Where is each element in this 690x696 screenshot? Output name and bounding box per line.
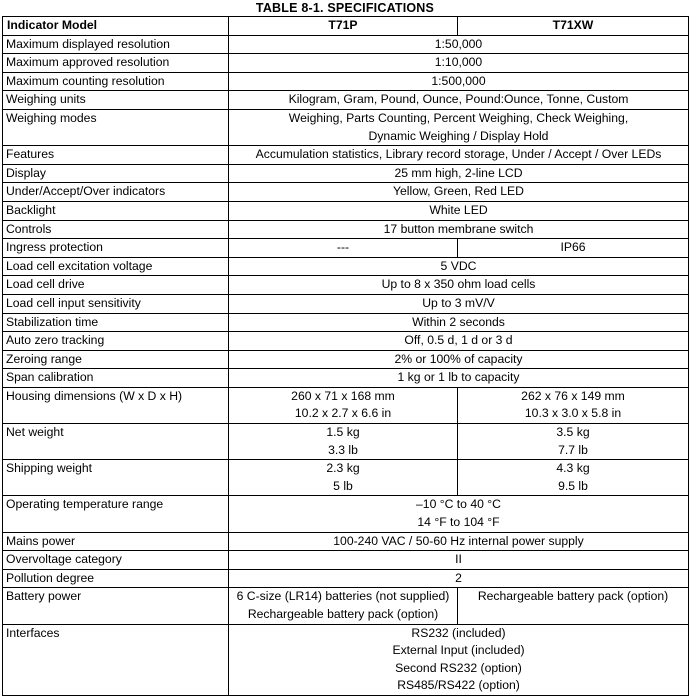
row-label-operating-temperature-range: Operating temperature range [3, 496, 229, 532]
table-row [3, 257, 689, 276]
value-both-models-pollution-degree [229, 569, 689, 588]
table-row [3, 569, 689, 588]
table-row [3, 239, 689, 258]
row-label-maximum-displayed-resolution: Maximum displayed resolution [3, 35, 229, 54]
value-line: Second RS232 (option) [395, 660, 522, 675]
value-t71xw-ingress-protection [458, 239, 689, 258]
value-t71xw-net-weight [458, 424, 689, 460]
value-t71p-line: 10.2 x 2.7 x 6.6 in [294, 406, 392, 421]
value-line: Dynamic Weighing / Display Hold [368, 128, 549, 143]
table-row [3, 72, 689, 91]
table-row [3, 220, 689, 239]
value-line: Within 2 seconds [412, 314, 505, 329]
value-line: 1:50,000 [434, 36, 483, 51]
value-line: Yellow, Green, Red LED [393, 184, 524, 199]
value-both-models-features [229, 146, 689, 165]
value-t71xw-line: 7.7 lb [558, 442, 588, 457]
value-line: Off, 0.5 d, 1 d or 3 d [404, 333, 513, 348]
table-row [3, 183, 689, 202]
value-t71p-line: 1.5 kg [326, 425, 360, 440]
value-line: 25 mm high, 2-line LCD [394, 165, 523, 180]
row-label-maximum-approved-resolution: Maximum approved resolution [3, 54, 229, 73]
value-line: Weighing, Parts Counting, Percent Weighing, Check Weighing, [288, 110, 629, 125]
value-both-models-maximum-approved-resolution [229, 54, 689, 73]
value-line: II [455, 552, 462, 567]
value-both-models-display [229, 164, 689, 183]
value-t71xw-line: 262 x 76 x 149 mm [521, 388, 625, 403]
value-both-models-interfaces [229, 624, 689, 695]
value-line: Accumulation statistics, Library record storage, Under / Accept / Over LEDs [255, 147, 662, 162]
row-label-weighing-units: Weighing units [3, 91, 229, 110]
row-label-mains-power: Mains power [3, 532, 229, 551]
value-t71p-line: 2.3 kg [326, 461, 360, 476]
table-row [3, 387, 689, 423]
value-line: RS485/RS422 (option) [397, 678, 520, 693]
table-row [3, 109, 689, 145]
value-line: White LED [429, 202, 488, 217]
table-row [3, 350, 689, 369]
value-both-models-stabilization-time [229, 313, 689, 332]
row-label-load-cell-drive: Load cell drive [3, 276, 229, 295]
table-row [3, 54, 689, 73]
table-row [3, 496, 689, 532]
value-t71xw-line: 4.3 kg [556, 461, 590, 476]
row-label-zeroing-range: Zeroing range [3, 350, 229, 369]
row-label-weighing-modes: Weighing modes [3, 109, 229, 145]
value-both-models-load-cell-excitation-voltage [229, 257, 689, 276]
value-t71p-shipping-weight [229, 460, 458, 496]
table-row [3, 91, 689, 110]
header-model-t71p: T71P [229, 17, 458, 36]
table-header-row [3, 17, 689, 36]
table-row [3, 369, 689, 388]
table-row [3, 164, 689, 183]
table-row [3, 532, 689, 551]
value-both-models-auto-zero-tracking [229, 332, 689, 351]
value-t71p-ingress-protection [229, 239, 458, 258]
row-label-stabilization-time: Stabilization time [3, 313, 229, 332]
value-line: Up to 3 mV/V [422, 295, 495, 310]
row-label-auto-zero-tracking: Auto zero tracking [3, 332, 229, 351]
row-label-load-cell-excitation-voltage: Load cell excitation voltage [3, 257, 229, 276]
table-row [3, 294, 689, 313]
value-line: 2% or 100% of capacity [394, 351, 523, 366]
table-row [3, 551, 689, 570]
value-both-models-operating-temperature-range [229, 496, 689, 532]
row-label-battery-power: Battery power [3, 588, 229, 624]
row-label-pollution-degree: Pollution degree [3, 569, 229, 588]
value-t71xw-housing-dimensions-w-x-d-x-h [458, 387, 689, 423]
row-label-overvoltage-category: Overvoltage category [3, 551, 229, 570]
table-row [3, 146, 689, 165]
table-row [3, 201, 689, 220]
value-t71p-line: 6 C-size (LR14) batteries (not supplied) [236, 589, 450, 604]
row-label-net-weight: Net weight [3, 424, 229, 460]
table-row [3, 276, 689, 295]
value-line: 5 VDC [440, 258, 477, 273]
value-both-models-load-cell-drive [229, 276, 689, 295]
value-line: 2 [455, 570, 462, 585]
table-row [3, 332, 689, 351]
value-t71p-line: 5 lb [333, 478, 353, 493]
row-label-shipping-weight: Shipping weight [3, 460, 229, 496]
value-line: 1:10,000 [434, 55, 483, 70]
row-label-housing-dimensions-w-x-d-x-h: Housing dimensions (W x D x H) [3, 387, 229, 423]
value-both-models-under-accept-over-indicators [229, 183, 689, 202]
value-line: External Input (included) [392, 643, 525, 658]
value-line: 17 button membrane switch [383, 221, 534, 236]
value-line: 100-240 VAC / 50-60 Hz internal power supply [333, 533, 584, 548]
value-t71p-line: 3.3 lb [328, 442, 358, 457]
value-t71p-net-weight [229, 424, 458, 460]
table-row [3, 624, 689, 695]
value-both-models-load-cell-input-sensitivity [229, 294, 689, 313]
row-label-maximum-counting-resolution: Maximum counting resolution [3, 72, 229, 91]
value-line: Up to 8 x 350 ohm load cells [381, 277, 536, 292]
table-title: TABLE 8-1. SPECIFICATIONS [255, 1, 435, 15]
value-t71xw-line: 3.5 kg [556, 425, 590, 440]
value-t71xw-shipping-weight [458, 460, 689, 496]
table-row [3, 588, 689, 624]
row-label-under-accept-over-indicators: Under/Accept/Over indicators [3, 183, 229, 202]
header-indicator-model: Indicator Model [3, 17, 229, 36]
value-line: –10 °C to 40 °C [416, 497, 501, 512]
row-label-ingress-protection: Ingress protection [3, 239, 229, 258]
spec-table-body [3, 35, 689, 695]
value-both-models-weighing-units [229, 91, 689, 110]
header-model-t71xw: T71XW [458, 17, 689, 36]
row-label-display: Display [3, 164, 229, 183]
value-t71p-line: --- [336, 240, 350, 255]
table-row [3, 35, 689, 54]
value-t71xw-line: 10.3 x 3.0 x 5.8 in [524, 406, 622, 421]
value-both-models-span-calibration [229, 369, 689, 388]
value-line: Kilogram, Gram, Pound, Ounce, Pound:Ounce, Tonne, Custom [288, 92, 629, 107]
spec-table [2, 16, 689, 696]
row-label-backlight: Backlight [3, 201, 229, 220]
value-both-models-overvoltage-category [229, 551, 689, 570]
value-line: 1:500,000 [431, 73, 486, 88]
value-both-models-controls [229, 220, 689, 239]
value-both-models-maximum-counting-resolution [229, 72, 689, 91]
row-label-load-cell-input-sensitivity: Load cell input sensitivity [3, 294, 229, 313]
row-label-controls: Controls [3, 220, 229, 239]
value-both-models-mains-power [229, 532, 689, 551]
value-both-models-backlight [229, 201, 689, 220]
table-row [3, 313, 689, 332]
row-label-interfaces: Interfaces [3, 624, 229, 695]
value-t71p-battery-power [229, 588, 458, 624]
value-line: 1 kg or 1 lb to capacity [397, 370, 520, 385]
value-t71xw-battery-power [458, 588, 689, 624]
table-row [3, 424, 689, 460]
value-t71p-line: 260 x 71 x 168 mm [291, 388, 395, 403]
value-t71xw-line: Rechargeable battery pack (option) [477, 589, 669, 604]
value-both-models-weighing-modes [229, 109, 689, 145]
value-t71xw-line: 9.5 lb [558, 478, 588, 493]
value-both-models-zeroing-range [229, 350, 689, 369]
value-t71xw-line: IP66 [560, 240, 586, 255]
row-label-span-calibration: Span calibration [3, 369, 229, 388]
value-t71p-housing-dimensions-w-x-d-x-h [229, 387, 458, 423]
table-row [3, 460, 689, 496]
value-line: RS232 (included) [411, 625, 506, 640]
value-t71p-line: Rechargeable battery pack (option) [247, 607, 439, 621]
value-both-models-maximum-displayed-resolution [229, 35, 689, 54]
value-line: 14 °F to 104 °F [417, 515, 500, 530]
row-label-features: Features [3, 146, 229, 165]
